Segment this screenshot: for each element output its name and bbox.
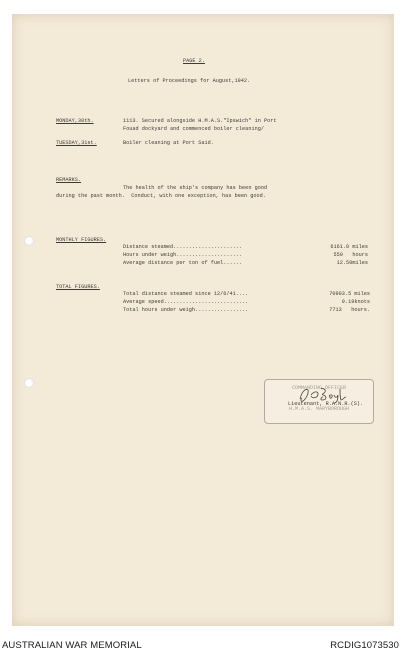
- figure-value: 9.19knots: [341, 299, 370, 305]
- figure-label: Average speed...........................: [123, 299, 249, 305]
- punch-hole: [24, 378, 34, 388]
- remarks-text: The health of the ship's company has been good: [123, 185, 268, 191]
- figure-label: Total distance steamed since 12/6/41....: [123, 291, 249, 297]
- entry-date: TUESDAY,31st.: [56, 140, 97, 146]
- figure-value: 70903.5 miles: [329, 291, 370, 297]
- figure-value: 7713 hours.: [329, 307, 370, 313]
- remarks-heading: REMARKS.: [56, 177, 82, 183]
- signatory-title: Lieutenant, R.A.N.R.(S).: [288, 401, 364, 407]
- entry-date: MONDAY,30th.: [56, 118, 94, 124]
- figure-label: Average distance per ton of fuel......: [123, 260, 243, 266]
- document-title: Letters of Proceedings for August,1942.: [128, 78, 251, 84]
- monthly-figures-heading: MONTHLY FIGURES.: [56, 237, 107, 243]
- total-figures-heading: TOTAL FIGURES.: [56, 284, 100, 290]
- footer-record-id: RCDIG1073530: [330, 640, 399, 651]
- figure-label: Distance steamed......................: [123, 244, 243, 250]
- stamp-line: COMMANDING OFFICER: [291, 385, 346, 391]
- document-page: [12, 14, 394, 626]
- footer-credit: AUSTRALIAN WAR MEMORIAL: [2, 640, 142, 651]
- remarks-text: during the past month. Conduct, with one exception, has been good.: [56, 193, 266, 199]
- entry-text: Fouad dockyard and commenced boiler cleaning/: [123, 126, 264, 132]
- page-number: PAGE 2.: [183, 58, 205, 64]
- entry-text: Boiler cleaning at Port Said.: [123, 140, 214, 146]
- figure-value: 6161.0 miles: [330, 244, 368, 250]
- stamp-line: H.M.A.S. MARYBOROUGH: [288, 406, 349, 412]
- figure-value: 550 hours: [333, 252, 368, 258]
- punch-hole: [24, 236, 34, 246]
- figure-label: Total hours under weigh.................: [123, 307, 249, 313]
- figure-label: Hours under weigh.....................: [123, 252, 243, 258]
- figure-value: 12.50miles: [336, 260, 368, 266]
- entry-text: 1113. Secured alongside H.M.A.S."Ipswich" in Port: [123, 118, 277, 124]
